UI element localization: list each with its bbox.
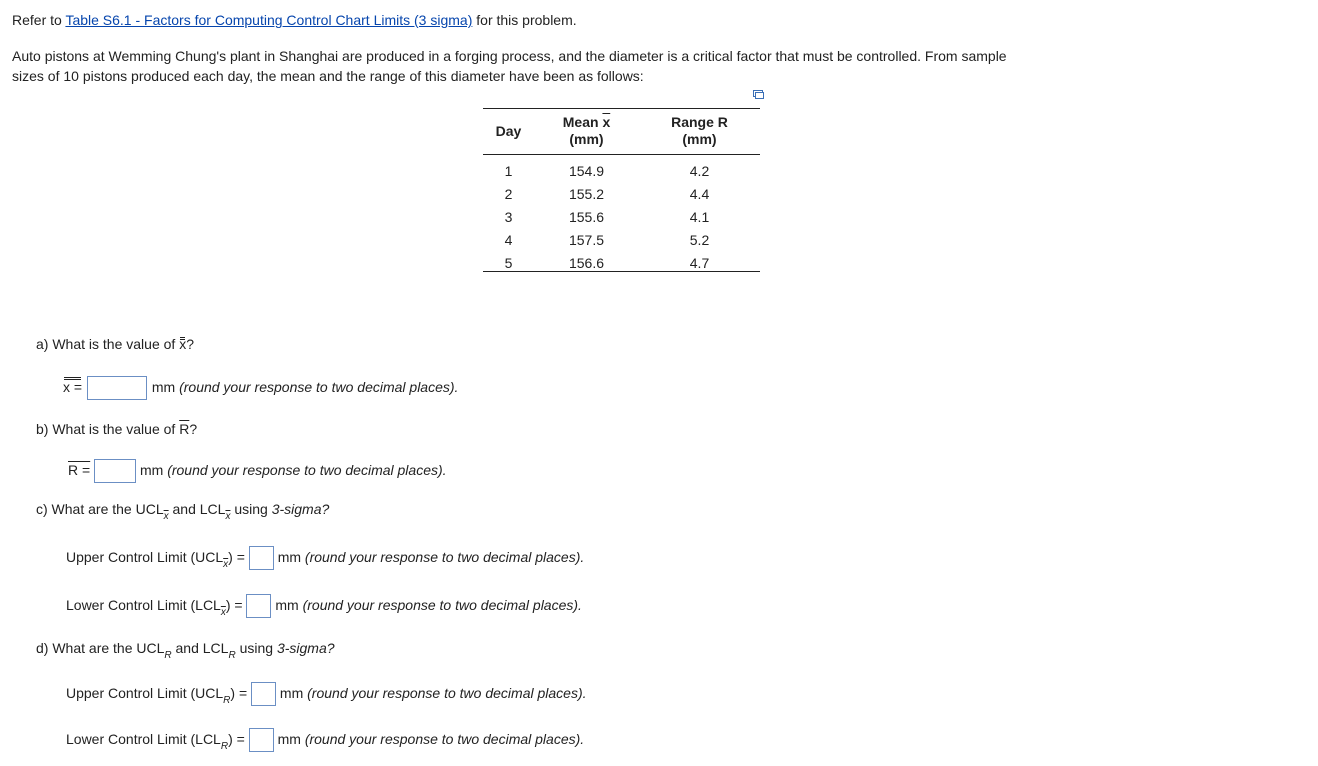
part-b-unit: mm	[139, 462, 164, 478]
lcl-r-unit: mm	[277, 731, 301, 747]
header-mean-unit: (mm)	[569, 130, 604, 147]
part-a-prefix: a) What is the value of	[36, 336, 180, 352]
table-row	[483, 182, 760, 205]
lcl-x-input[interactable]	[246, 594, 271, 618]
cell-range: 5.2	[689, 231, 710, 248]
cell-range: 4.7	[689, 254, 710, 271]
lcl-x-label: Lower Control Limit (LCL	[66, 597, 221, 613]
part-b-label: R =	[68, 462, 91, 478]
intro-line	[12, 12, 577, 28]
ucl-r-label: Upper Control Limit (UCL	[66, 685, 224, 701]
r-subscript: R	[223, 695, 231, 706]
cell-day: 5	[504, 254, 513, 271]
ucl-r-unit: mm	[279, 685, 304, 701]
part-b-answer-row	[68, 459, 447, 483]
intro-prefix: Refer to	[12, 12, 66, 28]
header-mean-title: Mean $\overline{x}$	[562, 113, 611, 130]
cell-day: 1	[504, 162, 513, 179]
part-d-prefix: d) What are the UCL	[36, 640, 165, 656]
x-double-bar-input[interactable]	[87, 376, 147, 400]
part-b-prefix: b) What is the value of	[36, 421, 180, 437]
part-a-hint: (round your response to two decimal places).	[179, 379, 459, 395]
x-bar-subscript: $\overline{x}$	[223, 559, 229, 570]
part-b-question	[36, 421, 197, 437]
table-row	[483, 205, 760, 228]
cell-day: 4	[504, 231, 513, 248]
part-d-lcl-row	[66, 728, 584, 753]
cell-range: 4.1	[689, 208, 710, 225]
table-body	[483, 154, 760, 274]
header-range-title: Range R	[671, 113, 728, 130]
r-subscript: R	[164, 650, 172, 661]
ucl-r-equals: ) =	[230, 685, 248, 701]
header-range	[639, 109, 760, 154]
part-d-using: using	[235, 640, 277, 656]
part-a-label: x =	[63, 376, 82, 398]
header-day: Day	[495, 123, 522, 139]
ucl-x-equals: ) =	[228, 549, 245, 565]
lcl-x-unit: mm	[275, 597, 299, 613]
cell-mean: 156.6	[568, 254, 605, 271]
part-c-question	[36, 501, 330, 522]
cell-day: 2	[504, 185, 513, 202]
part-a-suffix: ?	[186, 336, 194, 352]
part-c-lcl-row	[66, 594, 582, 619]
x-bar-subscript: $\overline{x}$	[163, 511, 169, 522]
cell-day: 3	[504, 208, 513, 225]
lcl-x-equals: ) =	[225, 597, 243, 613]
ucl-r-input[interactable]	[251, 682, 276, 706]
ucl-x-label: Upper Control Limit (UCL	[66, 549, 224, 565]
part-d-question	[36, 640, 335, 661]
part-a-answer-row	[63, 376, 458, 400]
part-a-unit: mm	[151, 379, 176, 395]
part-a-question	[36, 336, 194, 352]
r-subscript: R	[220, 741, 229, 752]
header-range-unit: (mm)	[682, 130, 717, 147]
lcl-x-hint: (round your response to two decimal places).	[302, 597, 582, 613]
part-d-mid: and LCL	[171, 640, 229, 656]
part-b-suffix: ?	[189, 421, 198, 437]
x-bar-subscript: $\overline{x}$	[225, 511, 231, 522]
table-row	[483, 159, 760, 182]
cell-mean: 155.2	[568, 185, 605, 202]
ucl-x-input[interactable]	[249, 546, 274, 570]
ucl-r-hint: (round your response to two decimal places).	[307, 685, 587, 701]
ucl-x-hint: (round your response to two decimal places).	[304, 549, 585, 565]
lcl-r-label: Lower Control Limit (LCL	[66, 731, 221, 747]
part-c-using: using	[230, 501, 272, 517]
problem-text-line2: sizes of 10 pistons produced each day, the mean and the range of this diameter have been as follows:	[12, 68, 644, 84]
lcl-r-input[interactable]	[249, 728, 274, 752]
r-bar-input[interactable]	[94, 459, 136, 483]
ucl-x-unit: mm	[277, 549, 302, 565]
part-c-mid: and LCL	[168, 501, 226, 517]
lcl-r-hint: (round your response to two decimal places).	[304, 731, 585, 747]
problem-text-line1: Auto pistons at Wemming Chung's plant in Shanghai are produced in a forging process, and the diameter is a critical factor that must be controlled. From sample	[12, 48, 1007, 64]
table-row	[483, 251, 760, 274]
intro-suffix: for this problem.	[472, 12, 577, 28]
part-c-sigma: 3-sigma?	[271, 501, 330, 517]
table-s6-1-link[interactable]: Table S6.1 - Factors for Computing Control Chart Limits (3 sigma)	[65, 12, 473, 28]
part-b-hint: (round your response to two decimal places).	[167, 462, 447, 478]
r-bar-symbol: $\overline{R}$	[179, 421, 190, 437]
x-bar-subscript: $\overline{x}$	[220, 607, 226, 618]
part-c-ucl-row	[66, 546, 584, 571]
part-c-prefix: c) What are the UCL	[36, 501, 164, 517]
cell-mean: 154.9	[568, 162, 605, 179]
header-mean	[534, 109, 639, 154]
copy-data-icon[interactable]	[753, 90, 764, 99]
x-double-bar-symbol: x	[179, 336, 187, 352]
part-d-ucl-row	[66, 682, 587, 707]
data-table	[483, 109, 760, 274]
cell-range: 4.2	[689, 162, 710, 179]
r-subscript: R	[228, 650, 236, 661]
part-d-sigma: 3-sigma?	[276, 640, 335, 656]
table-row	[483, 228, 760, 251]
cell-range: 4.4	[689, 185, 710, 202]
cell-mean: 155.6	[568, 208, 605, 225]
lcl-r-equals: ) =	[228, 731, 245, 747]
cell-mean: 157.5	[568, 231, 605, 248]
